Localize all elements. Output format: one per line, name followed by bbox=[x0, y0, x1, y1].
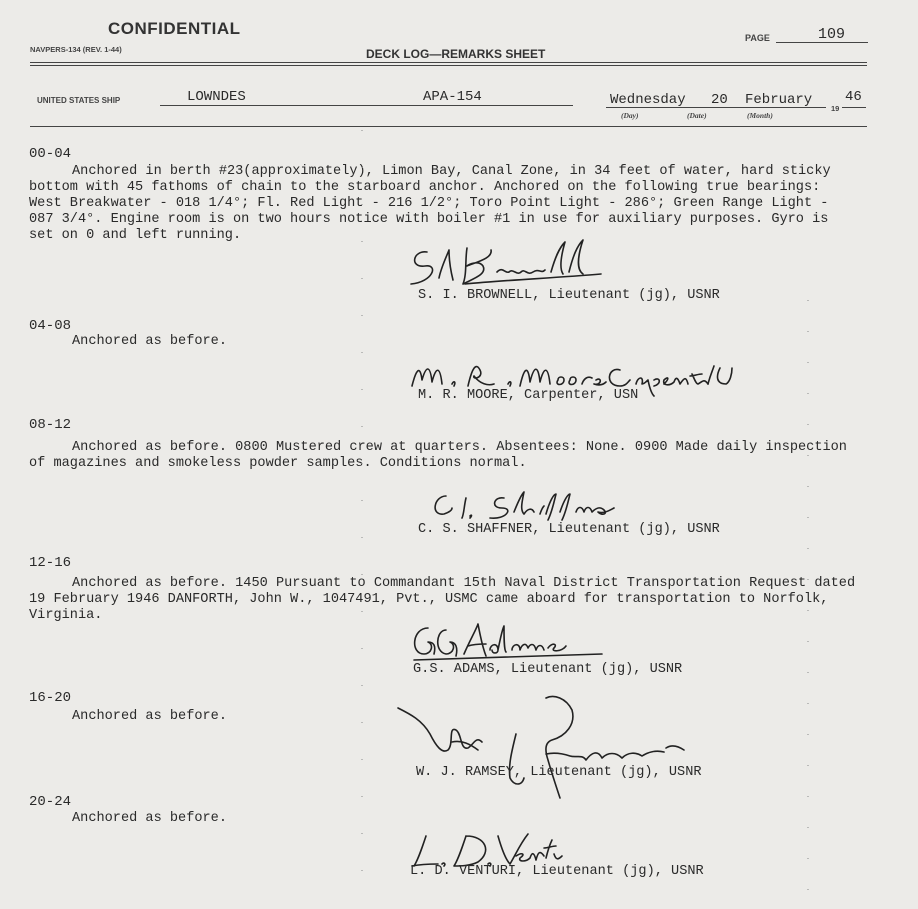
signature-block: C. S. SHAFFNER, Lieutenant (jg), USNR bbox=[418, 522, 720, 537]
remark-line: set on 0 and left running. bbox=[29, 228, 242, 243]
remark-line: 087 3/4°. Engine room is on two hours notice with boiler #1 in use for auxiliary purposes. Gyro is bbox=[29, 212, 829, 227]
day-caption: (Day) bbox=[621, 111, 639, 120]
watch-time: 20-24 bbox=[29, 794, 72, 810]
date-value: 20 bbox=[711, 92, 728, 108]
sheet-title: DECK LOG—REMARKS SHEET bbox=[366, 47, 546, 61]
signature-block: W. J. RAMSEY, Lieutenant (jg), USNR bbox=[416, 765, 702, 780]
year-line bbox=[842, 107, 866, 108]
signature-block: M. R. MOORE, Carpenter, USN bbox=[418, 388, 639, 403]
remark-line: Anchored in berth #23(approximately), Limon Bay, Canal Zone, in 34 feet of water, hard sticky bbox=[72, 164, 831, 179]
header-rule-top bbox=[30, 62, 867, 63]
date-caption: (Date) bbox=[687, 111, 707, 120]
year-prefix: 19 bbox=[831, 104, 840, 113]
hull-number: APA-154 bbox=[423, 89, 482, 105]
handwritten-signature bbox=[396, 690, 696, 800]
form-code: NAVPERS-134 (REV. 1-44) bbox=[30, 45, 122, 54]
month-caption: (Month) bbox=[747, 111, 773, 120]
watch-time: 00-04 bbox=[29, 146, 72, 162]
handwritten-signature bbox=[405, 238, 605, 288]
remark-line: 19 February 1946 DANFORTH, John W., 1047491, Pvt., USMC came aboard for transportation to Norfolk, bbox=[29, 592, 829, 607]
remark-line: of magazines and smokeless powder samples. Conditions normal. bbox=[29, 456, 527, 471]
handwritten-signature bbox=[406, 620, 606, 666]
ship-line bbox=[160, 105, 573, 106]
classification-label: CONFIDENTIAL bbox=[108, 19, 241, 38]
watch-time: 12-16 bbox=[29, 555, 72, 571]
remark-line: West Breakwater - 018 1/4°; Fl. Red Light - 216 1/2°; Toro Point Light - 286°; Green Range Light - bbox=[29, 196, 829, 211]
header-rule-top-2 bbox=[30, 65, 867, 66]
ship-name: LOWNDES bbox=[187, 89, 246, 105]
signature-block: L. D. VENTURI, Lieutenant (jg), USNR bbox=[410, 864, 704, 879]
remark-line: Anchored as before. 0800 Mustered crew at quarters. Absentees: None. 0900 Made daily inspection bbox=[72, 440, 847, 455]
page-label: PAGE bbox=[745, 33, 770, 43]
remark-line: Virginia. bbox=[29, 608, 103, 623]
remark-line: Anchored as before. bbox=[72, 334, 227, 349]
handwritten-signature bbox=[428, 488, 628, 524]
signature-block: G.S. ADAMS, Lieutenant (jg), USNR bbox=[413, 662, 683, 677]
ship-label: UNITED STATES SHIP bbox=[37, 96, 121, 105]
watch-time: 08-12 bbox=[29, 417, 72, 433]
day-value: Wednesday bbox=[610, 92, 686, 108]
header-rule-bottom bbox=[30, 126, 867, 127]
watch-time: 04-08 bbox=[29, 318, 72, 334]
remark-line: bottom with 45 fathoms of chain to the starboard anchor. Anchored on the following true bearings: bbox=[29, 180, 821, 195]
remark-line: Anchored as before. bbox=[72, 811, 227, 826]
remark-line: Anchored as before. bbox=[72, 709, 227, 724]
remark-line: Anchored as before. 1450 Pursuant to Commandant 15th Naval District Transportation Request dated bbox=[72, 576, 856, 591]
page-number: 109 bbox=[818, 26, 846, 43]
year-suffix: 46 bbox=[845, 89, 862, 105]
month-value: February bbox=[745, 92, 813, 108]
watch-time: 16-20 bbox=[29, 690, 72, 706]
signature-block: S. I. BROWNELL, Lieutenant (jg), USNR bbox=[418, 288, 720, 303]
